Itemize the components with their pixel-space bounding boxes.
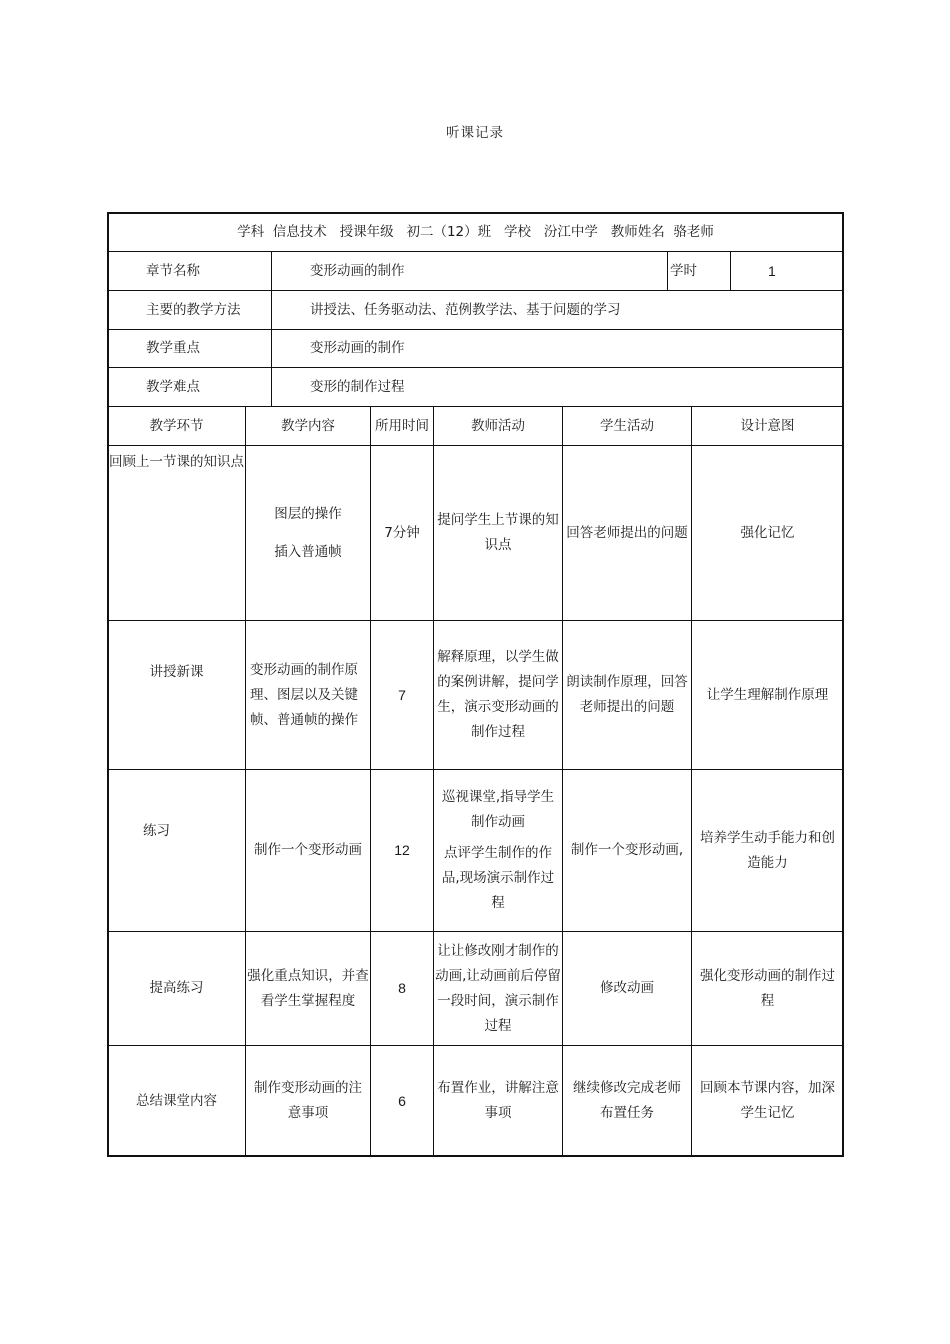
column-header-time	[370, 406, 434, 446]
row3-content: 制作一个变形动画	[254, 842, 362, 858]
column-header-label: 设计意图	[740, 417, 795, 434]
column-header-label: 教学环节	[149, 417, 204, 434]
difficulty-value: 变形的制作过程	[310, 378, 405, 395]
row2-student: 朗读制作原理，回答老师提出的问题	[566, 674, 688, 715]
method-label-cell	[107, 290, 272, 330]
row5-teacher-cell	[433, 1045, 563, 1157]
row5-time: 6	[398, 1092, 406, 1109]
row3-time: 12	[394, 842, 410, 858]
row2-stage: 讲授新课	[149, 663, 204, 680]
row2-content: 变形动画的制作原理、图层以及关键帧、普通帧的操作	[250, 661, 358, 728]
row1-content-cell	[245, 445, 371, 621]
row3-content-cell	[245, 769, 371, 932]
row4-time-cell	[370, 931, 434, 1046]
focus-label: 教学重点	[146, 340, 200, 356]
row1-teacher: 提问学生上节课的知识点	[437, 512, 559, 553]
row2-teacher-cell	[433, 620, 563, 770]
row1-intent: 强化记忆	[740, 524, 795, 541]
row1-time-cell	[370, 445, 434, 621]
hours-value: 1	[768, 262, 776, 279]
row3-teacher-2: 点评学生制作的作品,现场演示制作过程	[441, 845, 555, 911]
hours-label: 学时	[670, 262, 697, 279]
row2-intent-cell	[691, 620, 844, 770]
row5-student-cell	[562, 1045, 692, 1157]
row5-content-cell	[245, 1045, 371, 1157]
row3-student-cell	[562, 769, 692, 932]
header-info-text: 学科 信息技术 授课年级 初二（12）班 学校 汾江中学 教师姓名 骆老师	[237, 223, 714, 240]
row4-content-cell	[245, 931, 371, 1046]
focus-label-cell	[107, 329, 272, 368]
row4-student-cell	[562, 931, 692, 1046]
row3-stage-cell	[107, 769, 246, 932]
row3-teacher-1: 巡视课堂,指导学生制作动画	[441, 789, 555, 830]
row3-stage: 练习	[143, 823, 170, 839]
row1-student-cell	[562, 445, 692, 621]
row5-content: 制作变形动画的注意事项	[254, 1080, 362, 1121]
row1-teacher-cell	[433, 445, 563, 621]
difficulty-value-cell	[271, 367, 844, 407]
row3-student: 制作一个变形动画,	[570, 842, 684, 858]
row1-stage: 回顾上一节课的知识点	[109, 454, 244, 470]
row2-student-cell	[562, 620, 692, 770]
focus-value: 变形动画的制作	[310, 340, 405, 356]
row5-student: 继续修改完成老师布置任务	[573, 1080, 681, 1121]
difficulty-label-cell	[107, 367, 272, 407]
row2-intent: 让学生理解制作原理	[706, 686, 829, 703]
method-label: 主要的教学方法	[146, 301, 241, 318]
method-value-cell	[271, 290, 844, 330]
row3-intent-cell	[691, 769, 844, 932]
row3-teacher-cell	[433, 769, 563, 932]
row4-time: 8	[398, 980, 406, 996]
page-title: 听课记录	[446, 125, 504, 141]
row2-content-cell	[245, 620, 371, 770]
row4-teacher: 让让修改刚才制作的动画,让动画前后停留一段时间，演示制作过程	[435, 942, 561, 1034]
column-header-label: 学生活动	[600, 417, 654, 434]
row4-student: 修改动画	[600, 980, 654, 996]
row5-time-cell	[370, 1045, 434, 1157]
chapter-label: 章节名称	[146, 262, 200, 279]
row4-teacher-cell	[433, 931, 563, 1046]
column-header-content	[245, 406, 371, 446]
column-header-student	[562, 406, 692, 446]
row4-stage: 提高练习	[149, 980, 204, 996]
row5-stage-cell	[107, 1045, 246, 1157]
column-header-label: 所用时间	[375, 417, 429, 434]
row2-time-cell	[370, 620, 434, 770]
row4-intent: 强化变形动画的制作过程	[700, 967, 835, 1009]
header-info-row	[107, 212, 844, 252]
row1-content-1: 图层的操作	[274, 506, 342, 522]
column-header-teacher	[433, 406, 563, 446]
row5-intent: 回顾本节课内容，加深学生记忆	[700, 1080, 835, 1121]
column-header-stage	[107, 406, 246, 446]
row1-content-2: 插入普通帧	[274, 544, 342, 560]
row1-student: 回答老师提出的问题	[566, 524, 688, 541]
row3-time-cell	[370, 769, 434, 932]
column-header-label: 教师活动	[471, 417, 525, 434]
row2-teacher: 解释原理，以学生做的案例讲解，提问学生，演示变形动画的制作过程	[437, 649, 559, 740]
row2-stage-cell	[107, 620, 246, 770]
hours-label-cell	[667, 251, 731, 291]
row5-stage: 总结课堂内容	[136, 1092, 217, 1109]
method-value: 讲授法、任务驱动法、范例教学法、基于问题的学习	[310, 301, 621, 318]
focus-value-cell	[271, 329, 844, 368]
row5-teacher: 布置作业，讲解注意事项	[437, 1080, 559, 1121]
column-header-label: 教学内容	[281, 417, 335, 434]
row4-stage-cell	[107, 931, 246, 1046]
chapter-value-cell	[271, 251, 668, 291]
row3-intent: 培养学生动手能力和创造能力	[700, 829, 835, 871]
row1-stage-cell	[107, 445, 246, 621]
difficulty-label: 教学难点	[146, 378, 200, 395]
row4-content: 强化重点知识，并查看学生掌握程度	[247, 967, 369, 1009]
hours-value-cell	[730, 251, 844, 291]
row4-intent-cell	[691, 931, 844, 1046]
row5-intent-cell	[691, 1045, 844, 1157]
column-header-intent	[691, 406, 844, 446]
row1-time: 7分钟	[384, 524, 420, 541]
row2-time: 7	[398, 686, 406, 703]
chapter-value: 变形动画的制作	[310, 262, 405, 279]
chapter-label-cell	[107, 251, 272, 291]
row1-intent-cell	[691, 445, 844, 621]
